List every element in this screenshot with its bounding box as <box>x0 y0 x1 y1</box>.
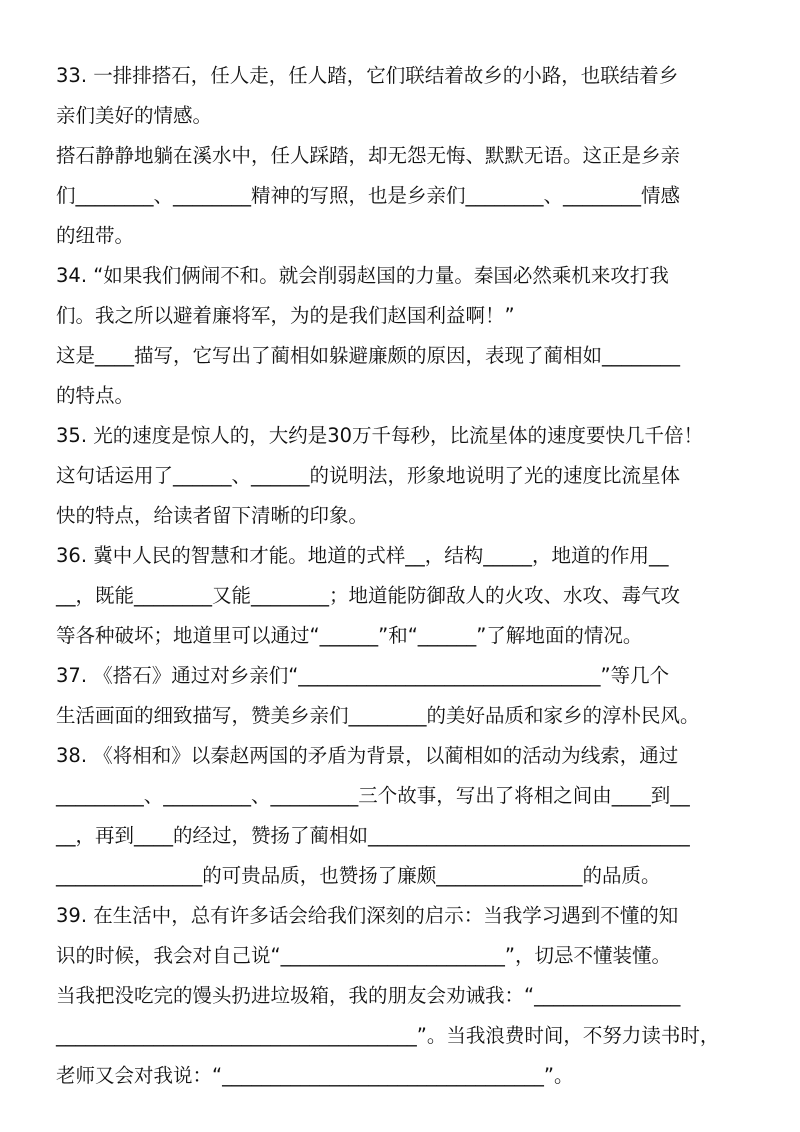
q34-line-1: 34. “如果我们俩闹不和。就会削弱赵国的力量。秦国必然乘机来攻打我 <box>56 264 669 287</box>
q33-line-4: 们________、________精神的写照，也是乡亲们________、________情感 <box>56 184 681 207</box>
q35-line-1: 35. 光的速度是惊人的，大约是30万千每秒，比流星体的速度要快几千倍！ <box>56 424 704 447</box>
q39-line-2: 识的时候，我会对自己说“_______________________”，切忌不懂装懂。 <box>56 944 671 967</box>
q38-line-1: 38. 《将相和》以秦赵两国的矛盾为背景，以蔺相如的活动为线索，通过 <box>56 744 679 767</box>
q36-line-1: 36. 冀中人民的智慧和才能。地道的式样__，结构_____，地道的作用__ <box>56 544 669 567</box>
q33-line-1: 33. 一排排搭石，任人走，任人踏，它们联结着故乡的小路，也联结着乡 <box>56 64 679 87</box>
q33-line-5: 的纽带。 <box>56 224 135 247</box>
q33-line-2: 亲们美好的情感。 <box>56 104 213 127</box>
q34-line-4: 的特点。 <box>56 384 135 407</box>
q34-line-2: 们。我之所以避着廉将军，为的是我们赵国利益啊！” <box>56 304 515 327</box>
q38-line-3: __，再到____的经过，赞扬了蔺相如_________________________________ <box>56 824 690 847</box>
q39-line-3: 当我把没吃完的馒头扔进垃圾箱，我的朋友会劝诫我：“_______________ <box>56 984 681 1007</box>
q36-line-2: __，既能________又能________；地道能防御敌人的火攻、水攻、毒气攻 <box>56 584 681 607</box>
q37-line-2: 生活画面的细致描写，赞美乡亲们________的美好品质和家乡的淳朴民风。 <box>56 704 700 727</box>
q39-line-1: 39. 在生活中，总有许多话会给我们深刻的启示：当我学习遇到不懂的知 <box>56 904 679 927</box>
q39-line-5: 老师又会对我说：“_________________________________”。 <box>56 1064 574 1087</box>
worksheet-page <box>56 56 756 1096</box>
q35-line-2: 这句话运用了______、______的说明法，形象地说明了光的速度比流星体 <box>56 464 681 487</box>
q34-line-3: 这是____描写，它写出了蔺相如躲避廉颇的原因，表现了蔺相如________ <box>56 344 681 367</box>
q37-line-1: 37. 《搭石》通过对乡亲们“_______________________________”等几个 <box>56 664 670 687</box>
q35-line-3: 快的特点，给读者留下清晰的印象。 <box>56 504 369 527</box>
q38-line-4: _______________的可贵品质，也赞扬了廉颇_______________的品质。 <box>56 864 661 887</box>
q38-line-2: _________、_________、_________三个故事，写出了将相之间由____到__ <box>56 784 690 807</box>
q36-line-3: 等各种破坏；地道里可以通过“______”和“______”了解地面的情况。 <box>56 624 643 647</box>
q33-line-3: 搭石静静地躺在溪水中，任人踩踏，却无怨无悔、默默无语。这正是乡亲 <box>56 144 681 167</box>
q39-line-4: _____________________________________”。当我浪费时间，不努力读书时， <box>56 1024 720 1047</box>
